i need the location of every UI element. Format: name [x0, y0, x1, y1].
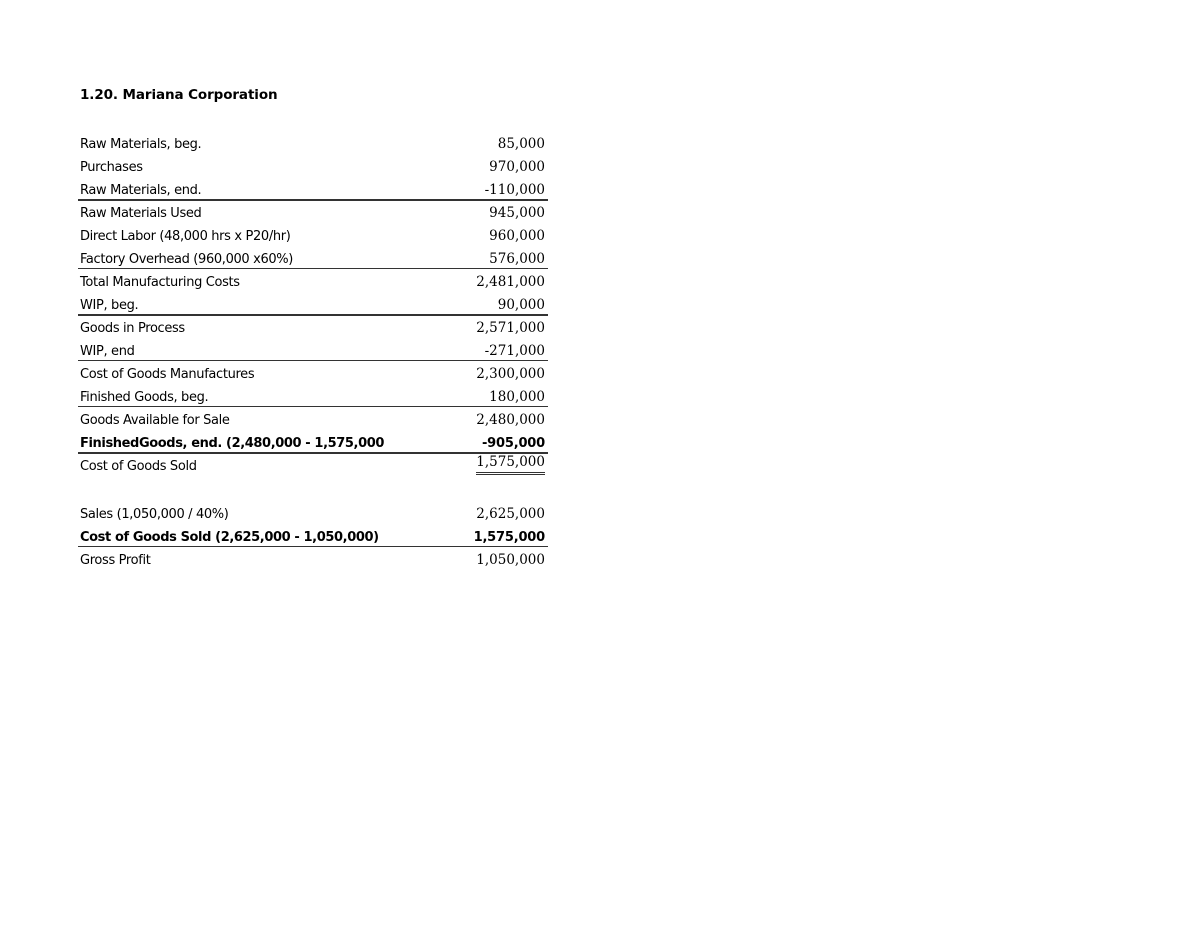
row-value: -905,000: [481, 436, 545, 451]
table-row: [78, 429, 548, 452]
table-row: [78, 245, 548, 268]
row-label: FinishedGoods, end. (2,480,000 - 1,575,000: [80, 436, 385, 451]
row-value: 1,575,000: [473, 530, 545, 545]
row-value: 2,300,000: [476, 366, 545, 382]
page-title: 1.20. Mariana Corporation: [80, 87, 278, 103]
row-value: -271,000: [484, 343, 545, 359]
row-value: 90,000: [497, 297, 545, 313]
table-row: [78, 222, 548, 245]
row-label: Sales (1,050,000 / 40%): [80, 507, 229, 522]
table-row: [78, 291, 548, 314]
row-label: Finished Goods, beg.: [80, 390, 209, 405]
row-value: 2,625,000: [476, 506, 545, 522]
row-label: Raw Materials, beg.: [80, 137, 202, 152]
row-value: 945,000: [489, 205, 545, 221]
table-row: [78, 199, 548, 222]
row-value: 85,000: [497, 136, 545, 152]
row-label: Cost of Goods Sold (2,625,000 - 1,050,000): [80, 530, 379, 545]
row-label: Factory Overhead (960,000 x60%): [80, 252, 294, 267]
row-label: Cost of Goods Manufactures: [80, 367, 255, 382]
row-label: Goods in Process: [80, 321, 185, 336]
table-row: [78, 176, 548, 199]
table-row: [78, 406, 548, 429]
row-value: 2,481,000: [476, 274, 545, 290]
row-label: Cost of Goods Sold: [80, 459, 197, 474]
row-value: -110,000: [484, 182, 545, 198]
row-label: WIP, end: [80, 344, 135, 359]
row-label: Total Manufacturing Costs: [80, 275, 240, 290]
table-row: [78, 452, 548, 475]
row-value: 576,000: [489, 251, 545, 267]
table-row: [78, 383, 548, 406]
row-value: 1,575,000: [476, 454, 545, 475]
row-label: Direct Labor (48,000 hrs x P20/hr): [80, 229, 291, 244]
table-row: [78, 546, 548, 569]
table-row: [78, 523, 548, 546]
row-value: 2,480,000: [476, 412, 545, 428]
row-label: Raw Materials Used: [80, 206, 202, 221]
row-value: 970,000: [489, 159, 545, 175]
spacer-row: [78, 475, 548, 500]
table-row: [78, 500, 548, 523]
row-value: 960,000: [489, 228, 545, 244]
row-value: 180,000: [489, 389, 545, 405]
table-row: [78, 268, 548, 291]
cost-of-goods-sold-statement: [78, 130, 548, 569]
table-row: [78, 337, 548, 360]
table-row: [78, 360, 548, 383]
row-label: Goods Available for Sale: [80, 413, 230, 428]
row-label: WIP, beg.: [80, 298, 139, 313]
row-label: Raw Materials, end.: [80, 183, 202, 198]
table-row: [78, 314, 548, 337]
row-label: Purchases: [80, 160, 143, 175]
row-value: 1,050,000: [476, 552, 545, 568]
row-label: Gross Profit: [80, 553, 151, 568]
table-row: [78, 153, 548, 176]
row-value: 2,571,000: [476, 320, 545, 336]
table-row: [78, 130, 548, 153]
